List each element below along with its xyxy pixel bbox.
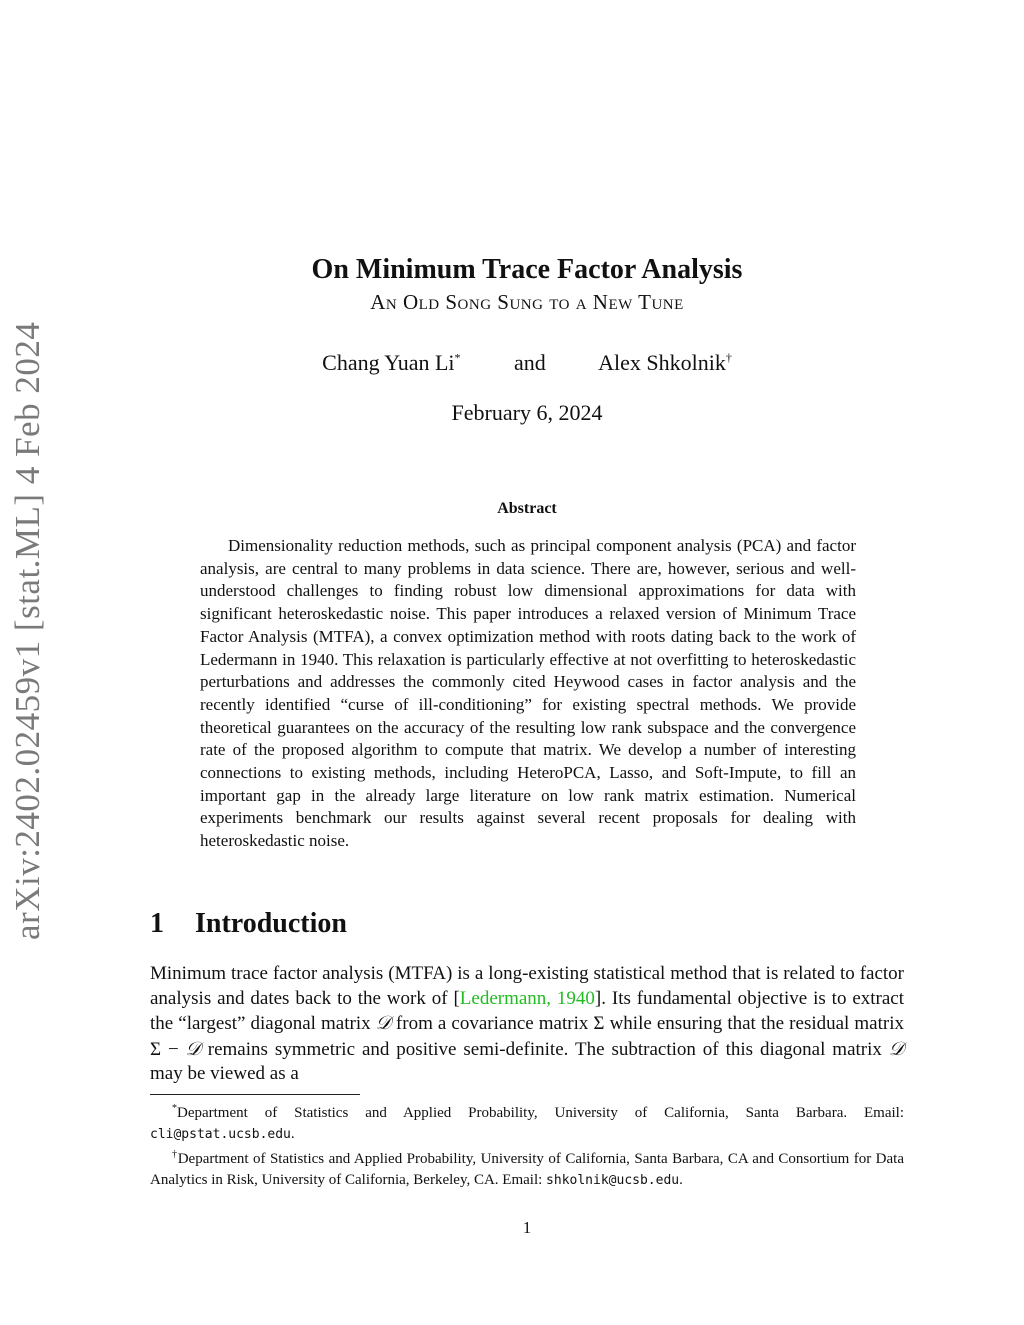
footnote-second-end: . — [679, 1171, 683, 1188]
author-second-name: Alex Shkolnik — [598, 350, 726, 375]
author-second-mark: † — [725, 350, 732, 365]
paper-subtitle: An Old Song Sung to a New Tune — [370, 290, 684, 314]
section-number: 1 — [150, 908, 164, 939]
section-title: Introduction — [195, 908, 347, 939]
author-first-mark: * — [454, 350, 461, 365]
script-d-symbol: 𝒟 — [888, 1037, 904, 1060]
footnote-first-text: Department of Statistics and Applied Probability, University of California, Santa Barbara. Email: — [177, 1105, 904, 1121]
intro-paragraph — [150, 962, 904, 1087]
paper-title: On Minimum Trace Factor Analysis — [311, 254, 743, 285]
intro-text-1: Minimum trace factor analysis (MTFA) is a long-existing statistical method that is related to factor analysis and dates back to the work of [ — [150, 963, 904, 1009]
author-line — [150, 350, 904, 376]
footnotes — [150, 1099, 904, 1191]
citation-link[interactable]: Ledermann, 1940 — [459, 987, 595, 1009]
author-second — [598, 350, 732, 375]
footnote-first — [150, 1099, 904, 1145]
abstract-heading: Abstract — [497, 500, 557, 517]
intro-text-3: from a covariance matrix Σ while ensuring that the residual matrix Σ − — [150, 1013, 904, 1060]
footnote-first-end: . — [290, 1125, 295, 1142]
script-d-symbol: 𝒟 — [185, 1037, 201, 1060]
footnote-second — [150, 1145, 904, 1191]
abstract-text: Dimensionality reduction methods, such as principal component analysis (PCA) and factor analysis, are central to many problems in data science. There are, however, serious and well-understood challenges to finding robust low dimensional approximations for data with significant heteroskedastic noise. This paper introduces a relaxed version of Minimum Trace Factor Analysis (MTFA), a convex optimization method with roots dating back to the work of Ledermann in 1940. This relaxation is particularly effective at not overfitting to heteroskedastic perturbations and addresses the commonly cited Heywood cases in factor analysis and the recently identified “curse of ill-conditioning” for existing spectral methods. We provide theoretical guarantees on the accuracy of the resulting low rank subspace and the convergence rate of the proposed algorithm to compute that matrix. We develop a number of interesting connections to existing methods, including HeteroPCA, Lasso, and Soft-Impute, to fill an important gap in the already large literature on low rank matrix estimation. Numerical experiments benchmark our results against several recent proposals for dealing with heteroskedastic noise. — [200, 536, 856, 851]
author-connector: and — [514, 350, 546, 375]
intro-text-2: ]. Its fundamental objective is to extract the “largest” diagonal matrix — [150, 987, 905, 1034]
author-first — [322, 350, 460, 375]
intro-text-5: may be viewed as a — [150, 1063, 299, 1084]
script-d-symbol: 𝒟 — [375, 1012, 391, 1034]
footnote-first-email[interactable]: cli@pstat.ucsb.edu — [150, 1126, 291, 1142]
paper-date: February 6, 2024 — [451, 400, 603, 425]
page-number: 1 — [522, 1218, 532, 1237]
section-heading — [150, 908, 347, 940]
footnote-first-mark: * — [172, 1103, 177, 1114]
arxiv-identifier: arXiv:2402.02459v1 [stat.ML] 4 Feb 2024 — [8, 321, 47, 940]
footnote-second-mark: † — [172, 1149, 178, 1160]
author-first-name: Chang Yuan Li — [322, 350, 455, 375]
footnote-second-email[interactable]: shkolnik@ucsb.edu — [546, 1172, 680, 1188]
footnote-rule — [150, 1094, 360, 1095]
intro-text-4: remains symmetric and positive semi-definite. The subtraction of this diagonal matrix — [200, 1038, 889, 1060]
footnote-second-text: Department of Statistics and Applied Probability, University of California, Santa Barbara, CA and Consortium for Data Analytics in Risk, University of California, Berkeley, CA. Email: — [150, 1151, 904, 1188]
